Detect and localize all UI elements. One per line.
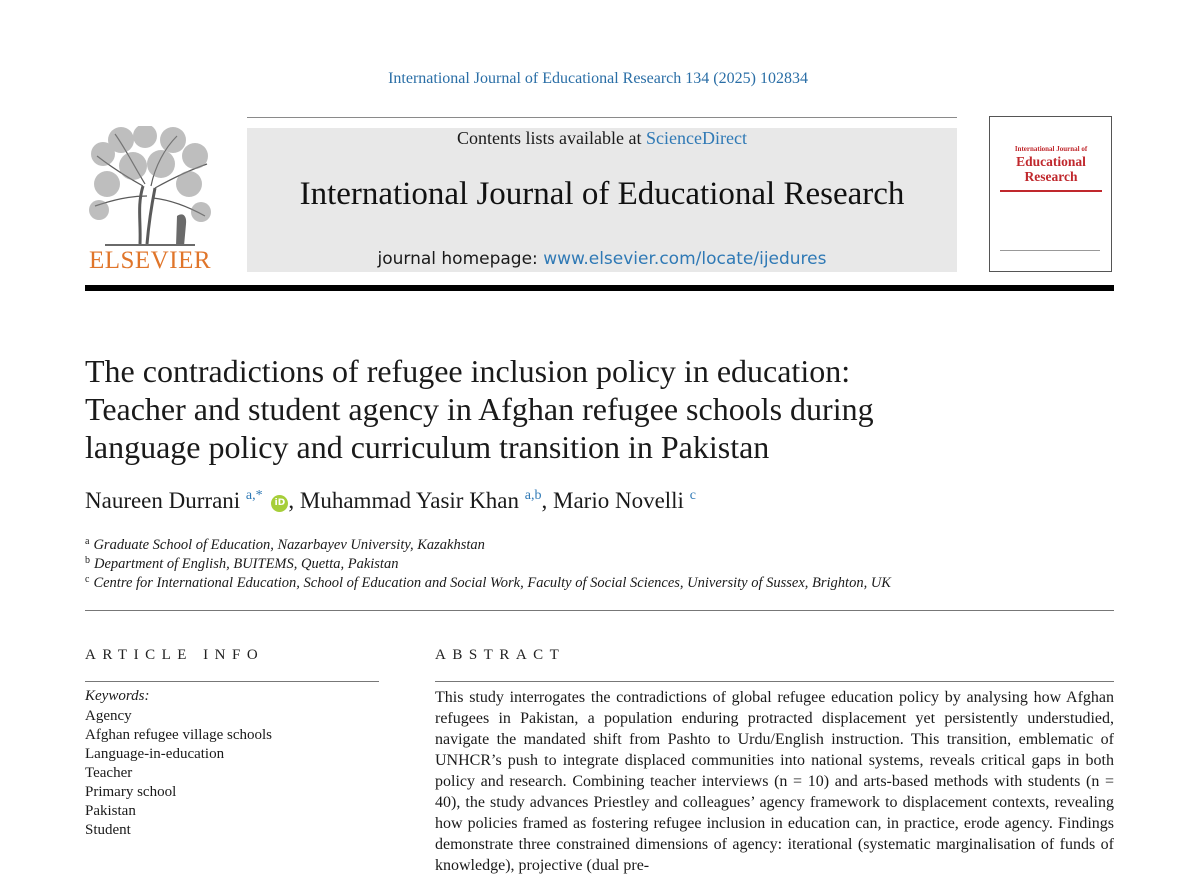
abstract-text: This study interrogates the contradictions of global refugee education policy by analysing how Afghan refugees in Pakistan, a population enduring protracted displacement yet persistently understudied, navigate the mandated shift from Pashto to Urdu/English instruction. This transition, emblematic of UNHCR’s push to integrate displaced communities into national systems, reveals critical gaps in both policy and research. Combining teacher interviews (n = 10) and arts-based methods with students (n = 40), the study advances Priestley and colleagues’ agency framework to displacement contexts, revealing how policies framed as fostering refugee inclusion in education can, in practice, erode agency. Findings demonstrate three constrained dimensions of agency: iterational (systematic marginalisation of funds of knowledge), projective (dual pre- <box>435 689 1114 874</box>
header-heavy-rule <box>85 285 1114 291</box>
affiliation-mark: b <box>85 555 90 566</box>
author-name[interactable]: Mario Novelli <box>553 488 684 513</box>
article-title <box>85 352 1115 466</box>
keyword-item: Language-in-education <box>85 746 225 762</box>
elsevier-wordmark: ELSEVIER <box>88 247 212 274</box>
article-info-heading: ARTICLE INFO <box>85 647 265 663</box>
keywords-list <box>85 707 379 840</box>
affiliation-text: Department of English, BUITEMS, Quetta, Pakistan <box>94 556 399 572</box>
affiliation-mark: c <box>85 574 90 585</box>
cover-accent-rule <box>1000 190 1102 192</box>
contents-line <box>247 128 957 149</box>
journal-homepage-link[interactable]: www.elsevier.com/locate/ijedures <box>543 249 827 269</box>
affiliation-a <box>85 536 1115 554</box>
top-divider <box>247 117 957 118</box>
keyword-item: Teacher <box>85 765 133 781</box>
cover-line-1: International Journal of <box>1014 145 1088 153</box>
cover-footer-rule <box>1000 250 1100 251</box>
title-line-1: The contradictions of refugee inclusion policy in education: <box>85 353 851 389</box>
sciencedirect-link[interactable]: ScienceDirect <box>646 128 747 148</box>
cover-line-2: Educational <box>1016 154 1086 169</box>
affiliation-mark: a <box>85 536 90 547</box>
journal-title: International Journal of Educational Research <box>299 176 905 212</box>
abstract-heading: ABSTRACT <box>435 647 566 663</box>
homepage-line <box>247 249 957 269</box>
author-name[interactable]: Muhammad Yasir Khan <box>299 488 520 513</box>
author-name[interactable]: Naureen Durrani <box>85 488 241 513</box>
keyword-item: Primary school <box>85 784 177 800</box>
journal-citation[interactable]: International Journal of Educational Research 134 (2025) 102834 <box>388 70 808 87</box>
keyword-item: Student <box>85 822 131 838</box>
author-affiliation-marks[interactable]: a,b <box>524 488 542 503</box>
section-divider <box>85 610 1114 611</box>
journal-cover-thumbnail[interactable] <box>989 116 1112 272</box>
keyword-item: Agency <box>85 708 132 724</box>
contents-prefix: Contents lists available at <box>457 128 646 148</box>
title-line-2: Teacher and student agency in Afghan refugee schools during <box>85 391 874 427</box>
homepage-prefix: journal homepage: <box>377 249 544 269</box>
keywords-label: Keywords: <box>85 688 150 704</box>
affiliation-text: Centre for International Education, School of Education and Social Work, Faculty of Social Sciences, University of Sussex, Brighton, UK <box>93 575 891 591</box>
article-info-rule <box>85 681 379 682</box>
affiliation-b <box>85 555 1115 573</box>
author-list: Naureen Durrani $^{a,*}$ iD , Muhammad Yasir Khan $^{a,b}$, Mario Novelli $^c$ <box>85 488 696 513</box>
cover-title <box>996 145 1106 184</box>
title-line-3: language policy and curriculum transition in Pakistan <box>85 429 770 465</box>
affiliation-text: Graduate School of Education, Nazarbayev University, Kazakhstan <box>93 537 485 553</box>
keyword-item: Pakistan <box>85 803 136 819</box>
cover-line-3: Research <box>1024 169 1078 184</box>
affiliation-c <box>85 574 1115 592</box>
orcid-icon[interactable]: iD <box>271 495 288 512</box>
author-affiliation-marks[interactable]: c <box>689 488 696 503</box>
author-affiliation-marks[interactable]: a,* <box>245 488 263 503</box>
abstract-rule <box>435 681 1114 682</box>
keyword-item: Afghan refugee village schools <box>85 727 273 743</box>
